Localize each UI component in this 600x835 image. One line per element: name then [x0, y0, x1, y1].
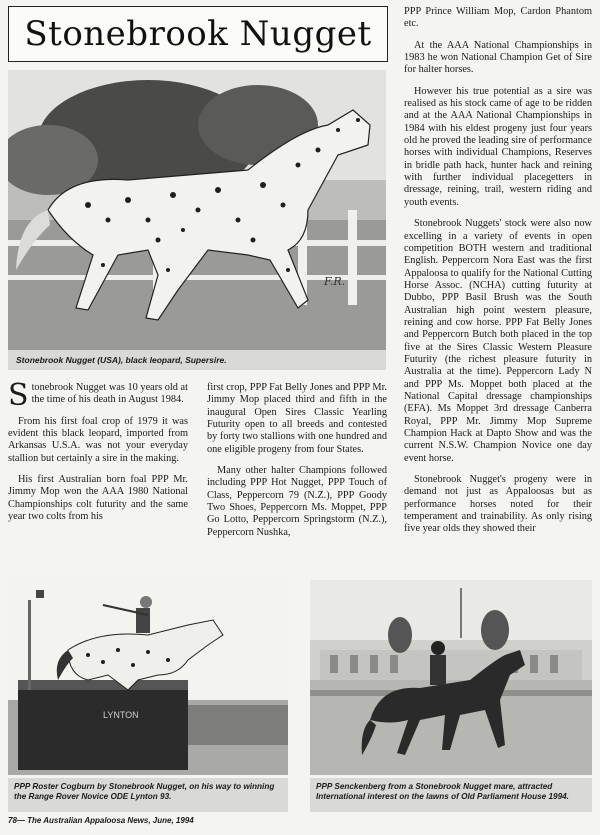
jumping-horse-photo: [8, 580, 288, 775]
col2-paragraph-1: first crop, PPP Fat Belly Jones and PPP Mr. Jimmy Mop placed third and fifth in the inaugural Open Sires Classic Yearling Futurity open to all breeds and contested by forty two stallions with one hundred and one eligible progeny from four States.: [207, 382, 387, 455]
col2-paragraph-2: Many other halter Champions followed including PPP Hot Nugget, PPP Touch of Class, Peppercorn 79 (N.Z.), PPP Goody Two Shoes, Peppercorn Ms. Moppet, PPP Go Lotto, Peppercorn Springstorm (N.Z.), Peppercorn Nushka,: [207, 465, 387, 538]
parliament-photo-caption: PPP Senckenberg from a Stonebrook Nugget mare, attracted International interest on the lawns of Old Parliament House 1994.: [310, 778, 592, 812]
parliament-horse-image: [310, 580, 592, 775]
col3-paragraph-1: PPP Prince William Mop, Cardon Phantom etc.: [404, 6, 592, 30]
jumping-photo-caption: PPP Roster Cogburn by Stonebrook Nugget, on his way to winning the Range Rover Novice ODE Lynton 93.: [8, 778, 288, 812]
page-footer: 78— The Australian Appaloosa News, June, 1994: [8, 816, 194, 825]
article-column-2: [207, 382, 387, 548]
parliament-horse-photo: [310, 580, 592, 775]
col1-paragraph-3: His first Australian born foal PPP Mr. Jimmy Mop won the AAA 1980 National Championships colt futurity and the same year two colts from his: [8, 474, 188, 523]
col1-paragraph-1-text: tonebrook Nugget was 10 years old at the time of his death in August 1984.: [31, 382, 188, 406]
drop-cap: S: [8, 378, 29, 413]
page-title: Stonebrook Nugget: [24, 14, 372, 54]
article-column-1: [8, 378, 188, 532]
main-horse-photo: [8, 70, 386, 350]
main-photo-caption: Stonebrook Nugget (USA), black leopard, Supersire.: [8, 350, 386, 370]
col1-paragraph-1: [8, 378, 188, 413]
fence-sign: LYNTON: [103, 710, 139, 720]
col3-paragraph-2: At the AAA National Championships in 1983 he won National Champion Get of Sire for halter horses.: [404, 39, 592, 76]
leopard-horse-image: [8, 70, 386, 350]
photo-signature: F.R.: [324, 275, 346, 288]
article-column-3: [404, 6, 592, 545]
col1-paragraph-2: From his first foal crop of 1979 it was evident this black leopard, imported from Arkansas U.S.A. was not your everyday stallion but certainly a sire in the making.: [8, 415, 188, 464]
jumping-horse-image: [8, 580, 288, 775]
col3-paragraph-4: Stonebrook Nuggets' stock were also now excelling in a variety of events in open competition BOTH western and traditional English. Peppercorn Nora East was the first Appaloosa to qualify for the National Cutting Horse Assoc. (NCHA) cutting futurity at Dubbo, PPP Basil Brush was the South Australian high point western pleasure, reining and cow horse. PPP Fat Belly Jones and Peppercorn Butch both placed in the top five at the Sires Classic Western Pleasure Futurity (the richest pleasure futurity in Australia at the time). Peppercorn Lady N and PPP Ms. Moppet both placed at the National Capital dressage championships (EFA). Ms Moppet 3rd dressage Canberra Royal, PPP Mr. Jimmy Mop Supreme Champion Hack at Dapto Show and was the current N.S.W. Champion Novice one day event horse.: [404, 218, 592, 464]
title-box: [8, 6, 388, 62]
col3-paragraph-5: Stonebrook Nugget's progeny were in demand not just as Appaloosas but as performance horses noted for their temperament and trainability. As only rising five year olds they showed their: [404, 474, 592, 535]
col3-paragraph-3: However his true potential as a sire was realised as his stock came of age to be ridden and at the AAA National Championships in 1984 with his eldest progeny just four years old he proved the leading sire of performance horses with individual Champions, Reserves in bridle path hack, hunter hack and reining with further individual placegetters in dressage, reining, trail, western riding and youth events.: [404, 85, 592, 208]
